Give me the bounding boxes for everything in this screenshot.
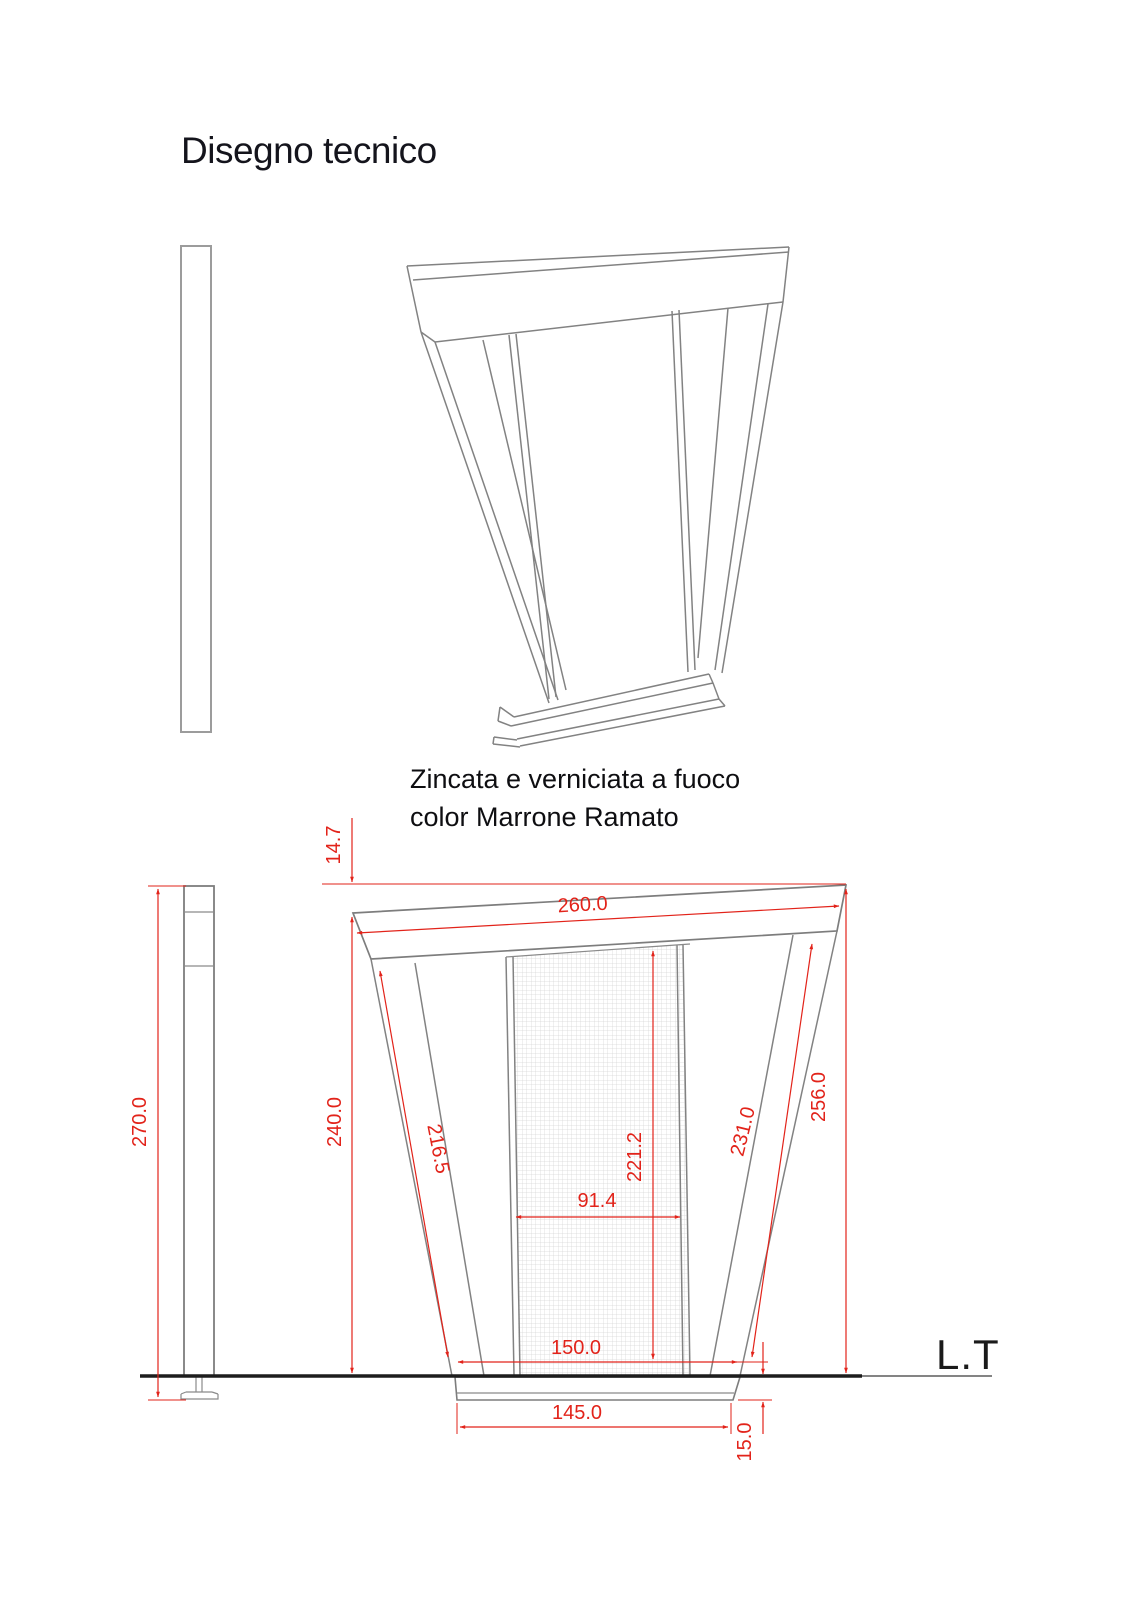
dim-text-256: 256.0: [808, 1071, 830, 1123]
dim-text-221-2: 221.2: [624, 1131, 646, 1183]
dim-text-270: 270.0: [129, 1096, 151, 1148]
dim-text-91-4: 91.4: [577, 1190, 617, 1212]
dim-text-15: 15.0: [734, 1422, 756, 1462]
side-view-front: [181, 886, 218, 1399]
dim-base-width: [457, 1402, 731, 1434]
dim-base-depth: [734, 1342, 772, 1461]
dim-right-height: [808, 889, 846, 1373]
dim-overall-height: [129, 886, 186, 1400]
mesh-panel: [513, 944, 689, 1375]
perspective-view: [407, 247, 789, 747]
dim-text-14-7: 14.7: [323, 825, 345, 865]
dim-left-height: [324, 917, 352, 1373]
dim-text-260: 260.0: [557, 892, 609, 918]
dim-text-145: 145.0: [551, 1402, 603, 1424]
dim-top-tilt-drop: [322, 818, 846, 884]
ground-label: L.T: [936, 1331, 1000, 1378]
dim-left-leg: [380, 971, 453, 1357]
finish-note-line2: color Marrone Ramato: [410, 802, 679, 832]
dim-text-240: 240.0: [324, 1096, 346, 1148]
base-plinth: [455, 1377, 740, 1400]
page-title: Disegno tecnico: [181, 130, 437, 171]
dim-text-231: 231.0: [726, 1104, 760, 1159]
dim-text-216-5: 216.5: [422, 1122, 454, 1176]
dim-right-leg: [726, 944, 812, 1357]
dim-text-150: 150.0: [550, 1337, 602, 1359]
side-view-top: [181, 246, 211, 732]
finish-note-line1: Zincata e verniciata a fuoco: [410, 764, 741, 794]
